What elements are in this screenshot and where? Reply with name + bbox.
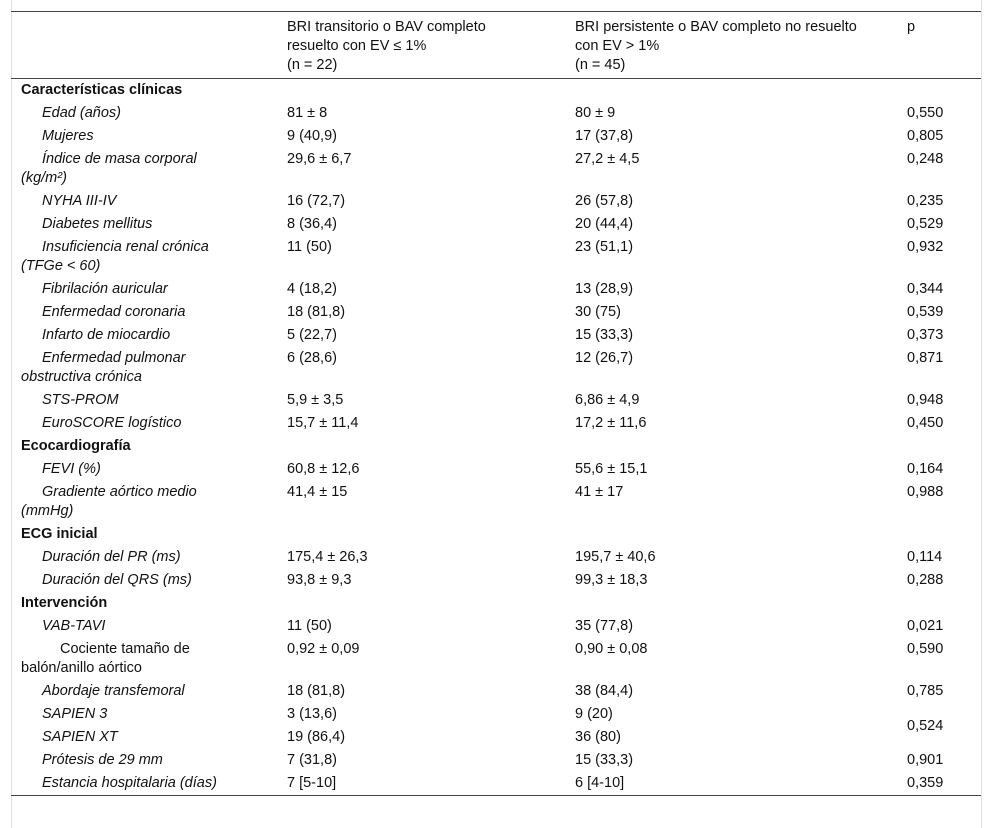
value-group-b: 23 (51,1)	[575, 239, 634, 255]
section-spacer	[277, 435, 981, 458]
table-row	[11, 301, 981, 324]
table-row	[11, 347, 981, 389]
table-row	[11, 324, 981, 347]
value-group-b: 20 (44,4)	[575, 216, 634, 232]
value-group-b: 17 (37,8)	[575, 128, 634, 144]
p-value: 0,235	[907, 193, 944, 209]
table-row	[11, 615, 981, 638]
table-row	[11, 703, 981, 726]
p-value: 0,901	[907, 752, 944, 768]
table-row	[11, 190, 981, 213]
row-label	[11, 726, 277, 749]
table-row	[11, 389, 981, 412]
section-spacer	[277, 592, 981, 615]
value-group-a: 93,8 ± 9,3	[287, 572, 352, 588]
value-group-a: 11 (50)	[287, 618, 332, 634]
p-value: 0,590	[907, 641, 944, 657]
row-label-line: Duración del QRS (ms)	[42, 572, 192, 588]
section-heading: ECG inicial	[21, 526, 98, 542]
row-label-line: Gradiente aórtico medio	[42, 484, 197, 500]
p-value: 0,805	[907, 128, 944, 144]
row-label	[11, 749, 277, 772]
row-label	[11, 301, 277, 324]
header-col3-line2: con EV > 1%	[575, 38, 660, 54]
value-group-a: 18 (81,8)	[287, 683, 346, 699]
p-value: 0,373	[907, 327, 944, 343]
section-spacer	[277, 79, 981, 103]
row-label	[11, 615, 277, 638]
row-label	[11, 389, 277, 412]
p-value: 0,785	[907, 683, 944, 699]
row-label	[11, 772, 277, 796]
row-label-line: balón/anillo aórtico	[21, 660, 142, 676]
table-row	[11, 458, 981, 481]
row-label-line: Prótesis de 29 mm	[42, 752, 163, 768]
section-row	[11, 79, 981, 103]
header-col3	[565, 12, 897, 79]
p-value: 0,550	[907, 105, 944, 121]
row-label-line: Índice de masa corporal	[42, 151, 197, 167]
table-row	[11, 546, 981, 569]
table-row	[11, 680, 981, 703]
value-group-a: 0,92 ± 0,09	[287, 641, 360, 657]
value-group-a: 19 (86,4)	[287, 729, 346, 745]
row-label-line: Edad (años)	[42, 105, 121, 121]
row-label-line: Enfermedad pulmonar	[42, 350, 186, 366]
header-p: p	[907, 19, 916, 35]
table-row	[11, 726, 981, 749]
row-label	[11, 102, 277, 125]
row-label-line: Enfermedad coronaria	[42, 304, 186, 320]
table-row	[11, 148, 981, 190]
value-group-b: 99,3 ± 18,3	[575, 572, 648, 588]
value-group-b: 6 [4-10]	[575, 775, 625, 791]
p-value: 0,524	[907, 717, 944, 734]
row-label-line: (TFGe < 60)	[21, 258, 101, 274]
value-group-a: 29,6 ± 6,7	[287, 151, 352, 167]
header-empty	[11, 12, 277, 79]
row-label	[11, 458, 277, 481]
section-spacer	[277, 523, 981, 546]
p-value: 0,288	[907, 572, 944, 588]
row-label-line: SAPIEN 3	[42, 706, 108, 722]
table-row	[11, 772, 981, 796]
table-row	[11, 569, 981, 592]
table-row	[11, 481, 981, 523]
header-col2-line3: (n = 22)	[287, 57, 338, 73]
row-label-line: Mujeres	[42, 128, 94, 144]
value-group-a: 81 ± 8	[287, 105, 328, 121]
table-row	[11, 638, 981, 680]
row-label	[11, 324, 277, 347]
value-group-b: 41 ± 17	[575, 484, 624, 500]
value-group-b: 80 ± 9	[575, 105, 616, 121]
row-label-line: Estancia hospitalaria (días)	[42, 775, 217, 791]
value-group-b: 6,86 ± 4,9	[575, 392, 640, 408]
p-value: 0,344	[907, 281, 944, 297]
row-label-line: (mmHg)	[21, 503, 74, 519]
section-row	[11, 435, 981, 458]
value-group-a: 5 (22,7)	[287, 327, 337, 343]
value-group-b: 26 (57,8)	[575, 193, 634, 209]
row-label	[11, 125, 277, 148]
value-group-a: 9 (40,9)	[287, 128, 337, 144]
value-group-a: 41,4 ± 15	[287, 484, 348, 500]
row-label-line: Diabetes mellitus	[42, 216, 153, 232]
section-heading: Ecocardiografía	[21, 438, 131, 454]
row-label-line: STS-PROM	[42, 392, 119, 408]
row-label	[11, 638, 277, 680]
section-row	[11, 592, 981, 615]
header-col2-line1: BRI transitorio o BAV completo	[287, 19, 486, 35]
value-group-a: 8 (36,4)	[287, 216, 337, 232]
value-group-a: 5,9 ± 3,5	[287, 392, 344, 408]
header-col2	[277, 12, 565, 79]
value-group-b: 15 (33,3)	[575, 752, 634, 768]
row-label-line: Abordaje transfemoral	[42, 683, 185, 699]
p-value: 0,359	[907, 775, 944, 791]
value-group-b: 12 (26,7)	[575, 350, 634, 366]
row-label	[11, 680, 277, 703]
value-group-b: 9 (20)	[575, 706, 613, 722]
value-group-b: 55,6 ± 15,1	[575, 461, 648, 477]
table-row	[11, 278, 981, 301]
p-value: 0,539	[907, 304, 944, 320]
value-group-a: 3 (13,6)	[287, 706, 337, 722]
table-row	[11, 412, 981, 435]
table-row	[11, 749, 981, 772]
value-group-a: 6 (28,6)	[287, 350, 337, 366]
row-label-line: EuroSCORE logístico	[42, 415, 182, 431]
p-value: 0,948	[907, 392, 944, 408]
table-row	[11, 213, 981, 236]
row-label	[11, 190, 277, 213]
value-group-a: 60,8 ± 12,6	[287, 461, 360, 477]
row-label	[11, 347, 277, 389]
row-label-line: Insuficiencia renal crónica	[42, 239, 209, 255]
value-group-b: 13 (28,9)	[575, 281, 634, 297]
section-heading: Características clínicas	[21, 82, 183, 98]
row-label	[11, 569, 277, 592]
value-group-b: 36 (80)	[575, 729, 621, 745]
value-group-a: 16 (72,7)	[287, 193, 346, 209]
value-group-b: 30 (75)	[575, 304, 621, 320]
row-label-line: SAPIEN XT	[42, 729, 118, 745]
value-group-b: 27,2 ± 4,5	[575, 151, 640, 167]
section-row	[11, 523, 981, 546]
p-value: 0,932	[907, 239, 944, 255]
p-value: 0,988	[907, 484, 944, 500]
p-value: 0,114	[907, 549, 943, 565]
header-col3-line3: (n = 45)	[575, 57, 626, 73]
row-label	[11, 236, 277, 278]
row-label-line: Fibrilación auricular	[42, 281, 168, 297]
value-group-b: 35 (77,8)	[575, 618, 634, 634]
row-label-line: VAB-TAVI	[42, 618, 106, 634]
row-label-line: Duración del PR (ms)	[42, 549, 181, 565]
p-value: 0,871	[907, 350, 944, 366]
value-group-a: 11 (50)	[287, 239, 332, 255]
row-label-line: Cociente tamaño de	[60, 641, 190, 657]
value-group-a: 175,4 ± 26,3	[287, 549, 368, 565]
row-label-line: obstructiva crónica	[21, 369, 142, 385]
value-group-b: 38 (84,4)	[575, 683, 634, 699]
table-row	[11, 125, 981, 148]
row-label	[11, 703, 277, 726]
p-value: 0,450	[907, 415, 944, 431]
row-label-line: FEVI (%)	[42, 461, 101, 477]
value-group-b: 195,7 ± 40,6	[575, 549, 656, 565]
value-group-b: 17,2 ± 11,6	[575, 415, 647, 431]
row-label	[11, 148, 277, 190]
value-group-a: 18 (81,8)	[287, 304, 346, 320]
value-group-a: 4 (18,2)	[287, 281, 337, 297]
p-value: 0,248	[907, 151, 944, 167]
value-group-a: 15,7 ± 11,4	[287, 415, 359, 431]
p-value: 0,529	[907, 216, 944, 232]
row-label	[11, 481, 277, 523]
table-row	[11, 236, 981, 278]
row-label-line: NYHA III-IV	[42, 193, 117, 209]
section-heading: Intervención	[21, 595, 108, 611]
row-label-line: Infarto de miocardio	[42, 327, 171, 343]
p-value: 0,164	[907, 461, 944, 477]
header-col2-line2: resuelto con EV ≤ 1%	[287, 38, 427, 54]
header-col3-line1: BRI persistente o BAV completo no resuelto	[575, 19, 857, 35]
p-value: 0,021	[907, 618, 944, 634]
row-label	[11, 546, 277, 569]
row-label	[11, 278, 277, 301]
row-label	[11, 213, 277, 236]
value-group-a: 7 (31,8)	[287, 752, 337, 768]
results-table	[11, 11, 981, 796]
row-label-line: (kg/m²)	[21, 170, 67, 186]
value-group-b: 15 (33,3)	[575, 327, 634, 343]
value-group-a: 7 [5-10]	[287, 775, 337, 791]
table-row	[11, 102, 981, 125]
value-group-b: 0,90 ± 0,08	[575, 641, 648, 657]
header-row	[11, 12, 981, 79]
row-label	[11, 412, 277, 435]
